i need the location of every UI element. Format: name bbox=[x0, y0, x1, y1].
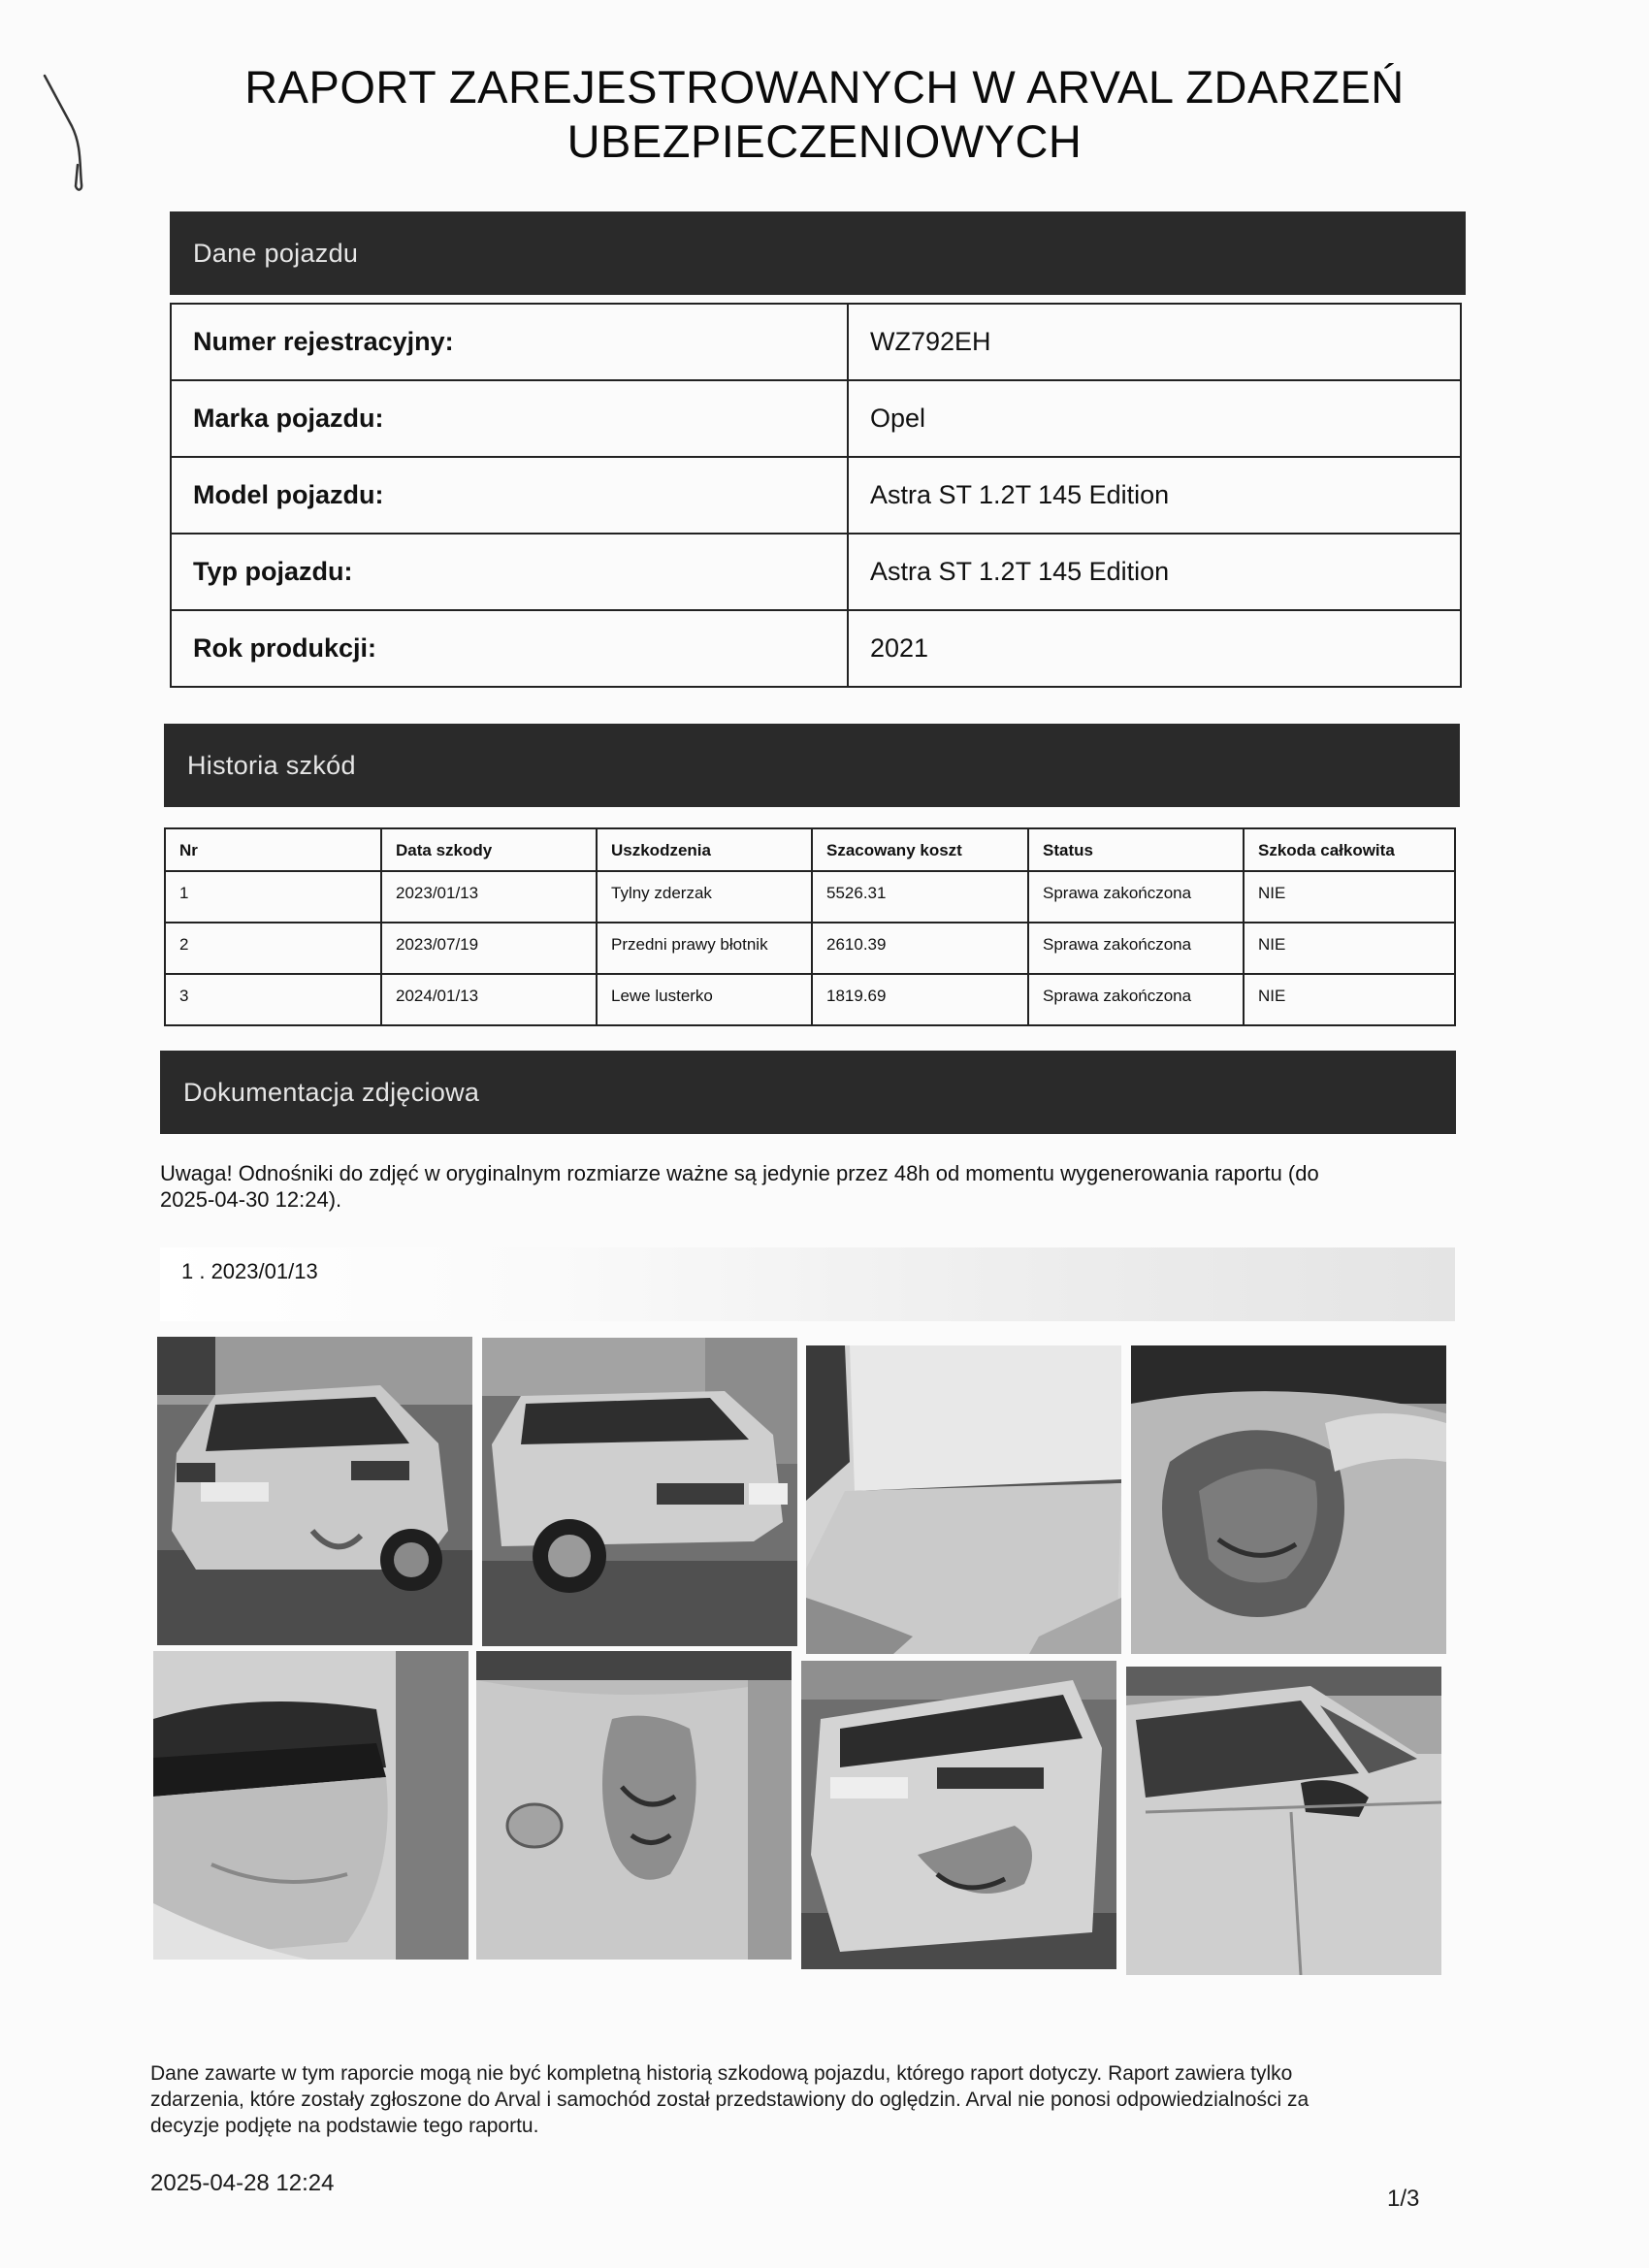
vehicle-value: Opel bbox=[848, 380, 1461, 457]
column-header-status: Status bbox=[1028, 828, 1244, 871]
vehicle-label: Model pojazdu: bbox=[171, 457, 848, 534]
damage-photo[interactable] bbox=[801, 1661, 1116, 1969]
cell-status: Sprawa zakończona bbox=[1028, 923, 1244, 974]
column-header-date: Data szkody bbox=[381, 828, 597, 871]
cell-nr: 3 bbox=[165, 974, 381, 1025]
disclaimer bbox=[150, 2060, 1411, 2139]
table-row bbox=[171, 457, 1461, 534]
damage-history-table bbox=[164, 827, 1456, 1026]
section-header-history: Historia szkód bbox=[164, 724, 1460, 807]
damage-photo[interactable] bbox=[153, 1651, 469, 1960]
table-row bbox=[171, 610, 1461, 687]
vehicle-value: Astra ST 1.2T 145 Edition bbox=[848, 457, 1461, 534]
cell-total-loss: NIE bbox=[1244, 871, 1455, 923]
cell-status: Sprawa zakończona bbox=[1028, 974, 1244, 1025]
table-row bbox=[171, 380, 1461, 457]
cell-nr: 1 bbox=[165, 871, 381, 923]
vehicle-value: WZ792EH bbox=[848, 304, 1461, 380]
cell-status: Sprawa zakończona bbox=[1028, 871, 1244, 923]
cell-damage: Przedni prawy błotnik bbox=[597, 923, 812, 974]
notice-line-1: Uwaga! Odnośniki do zdjęć w oryginalnym rozmiarze ważne są jedynie przez 48h od momentu wygenerowania raportu (do bbox=[160, 1161, 1319, 1185]
damage-photo[interactable] bbox=[1131, 1345, 1446, 1654]
damage-photo[interactable] bbox=[476, 1651, 792, 1960]
cell-date: 2023/01/13 bbox=[381, 871, 597, 923]
table-row bbox=[171, 304, 1461, 380]
report-title-line-2: UBEZPIECZENIOWYCH bbox=[566, 115, 1083, 167]
table-row bbox=[165, 923, 1455, 974]
column-header-total-loss: Szkoda całkowita bbox=[1244, 828, 1455, 871]
photo-group-label: 1 . 2023/01/13 bbox=[181, 1259, 318, 1283]
notice-line-2: 2025-04-30 12:24). bbox=[160, 1187, 342, 1212]
cell-damage: Lewe lusterko bbox=[597, 974, 812, 1025]
table-row bbox=[165, 871, 1455, 923]
column-header-cost: Szacowany koszt bbox=[812, 828, 1028, 871]
section-header-vehicle: Dane pojazdu bbox=[170, 211, 1466, 295]
disclaimer-line-2: zdarzenia, które zostały zgłoszone do Arval i samochód został przedstawiony do oględzin. Arval nie ponosi odpowiedzialności za bbox=[150, 2089, 1310, 2111]
disclaimer-line-1: Dane zawarte w tym raporcie mogą nie być kompletną historią szkodową pojazdu, którego raport dotyczy. Raport zawiera tylko bbox=[150, 2062, 1293, 2085]
damage-photo[interactable] bbox=[157, 1337, 472, 1645]
cell-total-loss: NIE bbox=[1244, 974, 1455, 1025]
cell-damage: Tylny zderzak bbox=[597, 871, 812, 923]
pen-mark-icon bbox=[39, 68, 97, 194]
vehicle-table bbox=[170, 303, 1462, 688]
table-row bbox=[165, 974, 1455, 1025]
vehicle-label: Typ pojazdu: bbox=[171, 534, 848, 610]
cell-total-loss: NIE bbox=[1244, 923, 1455, 974]
photo-group-bar bbox=[160, 1247, 1455, 1321]
section-header-photos: Dokumentacja zdjęciowa bbox=[160, 1051, 1456, 1134]
disclaimer-line-3: decyzje podjęte na podstawie tego raportu. bbox=[150, 2115, 539, 2137]
vehicle-value: Astra ST 1.2T 145 Edition bbox=[848, 534, 1461, 610]
generated-timestamp: 2025-04-28 12:24 bbox=[150, 2170, 335, 2196]
cell-date: 2024/01/13 bbox=[381, 974, 597, 1025]
vehicle-value: 2021 bbox=[848, 610, 1461, 687]
report-title-line-1: RAPORT ZAREJESTROWANYCH W ARVAL ZDARZEŃ bbox=[244, 61, 1405, 113]
damage-photo[interactable] bbox=[806, 1345, 1121, 1654]
damage-photo[interactable] bbox=[1126, 1667, 1441, 1975]
cell-cost: 1819.69 bbox=[812, 974, 1028, 1025]
column-header-damage: Uszkodzenia bbox=[597, 828, 812, 871]
cell-nr: 2 bbox=[165, 923, 381, 974]
damage-photo[interactable] bbox=[482, 1338, 797, 1646]
page-number: 1/3 bbox=[1387, 2186, 1420, 2212]
cell-date: 2023/07/19 bbox=[381, 923, 597, 974]
table-header-row bbox=[165, 828, 1455, 871]
link-validity-notice bbox=[160, 1160, 1421, 1213]
cell-cost: 5526.31 bbox=[812, 871, 1028, 923]
vehicle-label: Marka pojazdu: bbox=[171, 380, 848, 457]
table-row bbox=[171, 534, 1461, 610]
cell-cost: 2610.39 bbox=[812, 923, 1028, 974]
vehicle-label: Numer rejestracyjny: bbox=[171, 304, 848, 380]
report-title bbox=[242, 60, 1406, 169]
column-header-nr: Nr bbox=[165, 828, 381, 871]
vehicle-label: Rok produkcji: bbox=[171, 610, 848, 687]
